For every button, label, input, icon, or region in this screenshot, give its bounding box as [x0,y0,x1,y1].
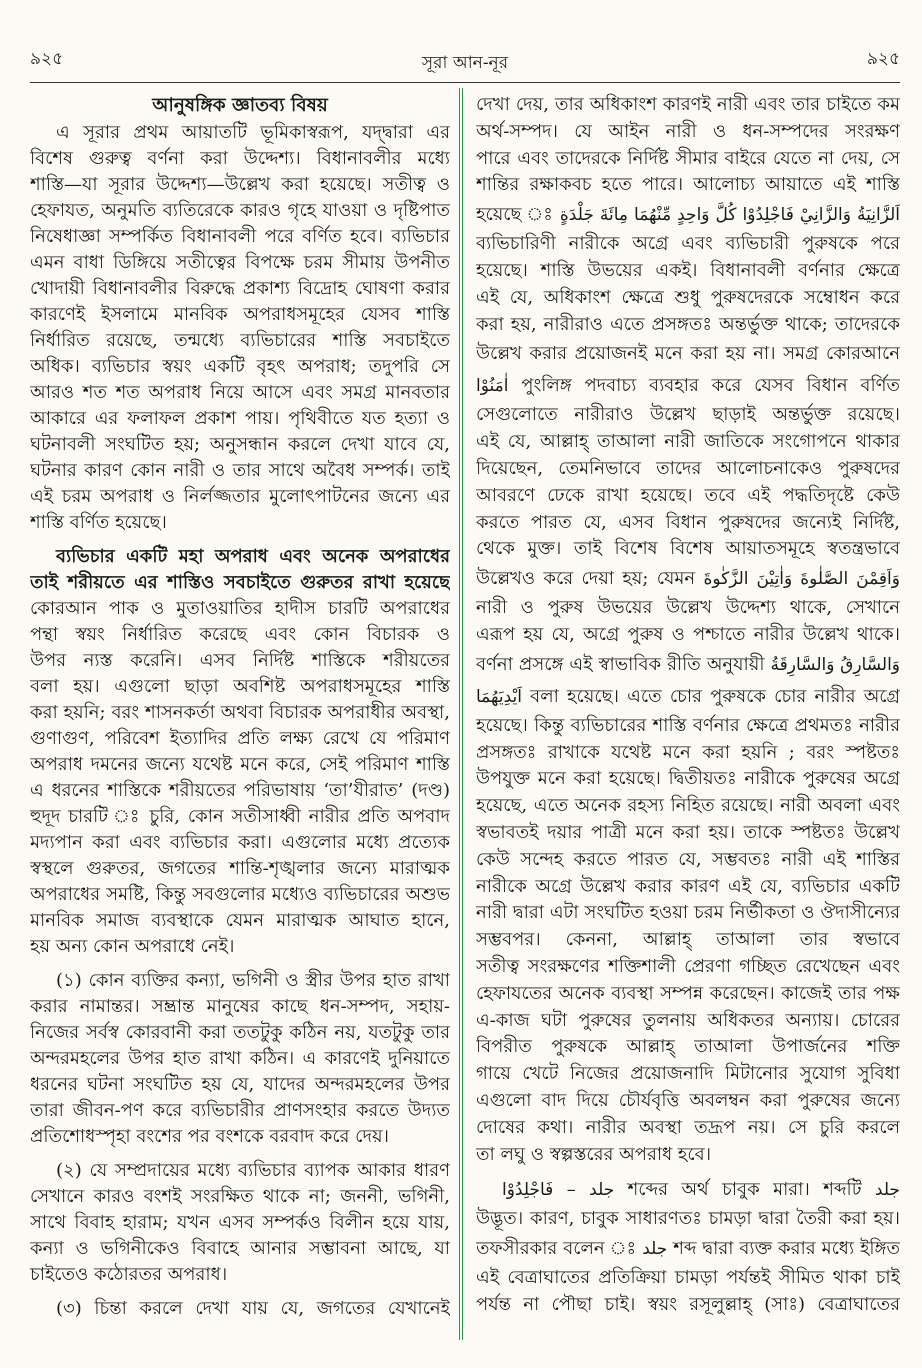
text-line: কারণেই ইসলামে মানবিক অপরাধসমূহের যেসব শাস্তি [30,304,450,325]
text-line: এই চরম অপরাধ ও নির্লজ্জতার মুলোৎপাটনের জন্যে এর [30,486,450,507]
text-segment: উল্লেখও করে দেয়া হয়; যেমন [476,568,704,590]
text-line: প্রসঙ্গতঃ রাখাকে যথেষ্ট মনে করা হয়নি ; বরং স্পষ্টতঃ [476,741,900,763]
text-line: পর্যন্ত না পৌছা চাই। স্বয়ং রসূলুল্লাহ্ (সাঃ) বেত্রাঘাতের [476,1293,900,1315]
left-column [30,92,450,1322]
text-line: স্বভাবতই দয়ার পাত্রী মনে করা হয়। তাকে স্পষ্টতঃ উল্লেখ [476,821,900,843]
page-number-left: ৯২৫ [30,49,64,69]
text-line: নারী দ্বারা এটা সংঘটিত হওয়া চরম নির্ভীকতা ও ঔদাসীন্যের [476,902,900,924]
arabic-text: اَيْدِيَهُمَا [476,686,522,707]
text-line: সাথে বিবাহ হারাম; যখন এসব সম্পর্কও বিলীন হয়ে যায়, [30,1212,450,1233]
running-title: সূরা আন-নূর [421,53,509,73]
text-line: খোদায়ী বিধানাবলীর বিরুদ্ধে প্রকাশ্য বিদ্রোহ ঘোষণা করার [30,278,450,299]
arabic-text: جلد [589,1180,615,1201]
text-line: তা লঘু ও স্বল্পস্তরের অপরাধ হবে। [476,1143,712,1165]
text-line: এ সূরার প্রথম আয়াতটি ভূমিকাস্বরূপ, যদ্দ্বারা এর [56,122,450,143]
text-line: হেফাযতের অনেক ব্যবস্থা সম্পন্ন করেছেন। কাজেই তার পক্ষ [476,982,900,1004]
text-line: উপযুক্ত মনে করা হয়েছে। দ্বিতীয়তঃ নারীকে পুরুষের অগ্রে [476,768,900,790]
text-line: অপরাধের সমষ্টি, কিন্তু সবগুলোর মধ্যেও ব্যভিচারের অশুভ [30,884,450,905]
bold-text: ব্যভিচার একটি মহা অপরাধ এবং অনেক অপরাধের [56,546,450,567]
paragraph [30,120,450,536]
text-line: হয়েছে। শাস্তি উভয়ের একই। বিধানাবলী বর্ণনার ক্ষেত্রে [476,259,900,281]
arabic-text: اٰمَنُوْا [476,376,509,397]
text-line: এমন বাধা ডিঙ্গিয়ে সতীত্বের বিপক্ষে চরম সীমায় উপনীত [30,252,450,273]
text-segment: হয়েছে ঃ [476,204,560,226]
paragraph [476,1174,900,1318]
text-line: বিপরীত পুরুষকে আল্লাহ্ তাআলা উপার্জনের শক্তি [476,1036,900,1058]
text-line: মদ্যপান করা এবং ব্যভিচার করা। এগুলোর মধ্যে প্রত্যেক [30,832,450,853]
text-line: কেউ সন্দেহ করতে পারত যে, সম্ভবতঃ নারী এই শাস্তির [476,848,900,870]
text-line: প্রতিশোধস্পৃহা বংশের পর বংশকে বরবাদ করে দেয়। [30,1126,389,1147]
text-line: বলা হয়। এগুলো ছাড়া অবশিষ্ট অপরাধসমূহের শাস্তি [30,676,450,697]
text-line [476,681,900,713]
text-line: মানবিক সমাজ ব্যবস্থাকে যেমন মারাত্মক আঘাত হানে, [30,910,450,931]
bold-text: তাই শরীয়তে এর শাস্তিও সবচাইতে গুরুতর রাখা হয়েছে [30,572,450,593]
text-segment: উল্লেখ করার প্রয়োজনই মনে করা হয় না। সমগ্র কোরআনে [476,343,900,365]
text-line: পন্থা স্বয়ং নির্ধারিত করেছে এবং কোন বিচারক ও [30,624,450,645]
text-segment: বলা হয়েছে। এতে চোর পুরুষকে চোর নারীর অগ্রে [530,685,900,707]
page-number-right: ৯২৫ [866,49,900,69]
text-line: করা হয়নি; বরং শাসনকর্তা অথবা বিচারক অপরাধীর অবস্থা, [30,702,450,723]
text-line: শাস্তি—যা সূরার উদ্দেশ্য—উল্লেখ করা হয়েছে। সতীত্ব ও [30,174,450,195]
text-line [476,338,900,370]
text-line: অন্দরমহলের উপর হাত রাখা কঠিন। এ কারণেই দুনিয়াতে [30,1048,450,1069]
text-line [476,563,900,595]
arabic-text: فَاجْلِدُوْا [502,1180,554,1201]
text-line [30,544,450,570]
text-line: করার নামান্তর। সম্ভ্রান্ত মানুষের কাছে ধন-সম্পদ, সহায়- [30,996,450,1017]
arabic-text: جلد [874,1180,900,1201]
text-line: হয়েছে। কিন্তু ব্যভিচারের শাস্তি বর্ণনার ক্ষেত্রে প্রথমতঃ নারীর [476,714,900,736]
text-segment: বর্ণনা প্রসঙ্গে এই স্বাভাবিক রীতি অনুযায়ী [476,653,771,675]
text-line [476,199,900,231]
text-segment: পুংলিঙ্গ পদবাচ্য ব্যবহার করে যেসব বিধান বর্ণিত [521,375,900,397]
text-line: (১) কোন ব্যক্তির কন্যা, ভগিনী ও স্ত্রীর উপর হাত রাখা [56,970,450,991]
text-line: উদ্ভূত। কারণ, চাবুক সাধারণতঃ চামড়া দ্বারা তৈরী করা হয়। [476,1208,900,1230]
text-line: গুণাগুণ, পরিবেশ ইত্যাদির প্রতি লক্ষ্য রেখে যে পরিমাণ [30,728,450,749]
text-line: করা হয়, নারীরাও এতে প্রসঙ্গতঃ অন্তর্ভুক্ত থাকে; তাদেরকে [476,313,900,335]
paragraph [30,544,450,960]
header-rule [30,82,900,83]
text-line: শান্তির রক্ষাকবচ হতে পারে। আলোচ্য আয়াতে এই শাস্তি [476,174,900,196]
text-line: এরূপ হয় যে, অগ্রে পুরুষ ও পশ্চাতে নারীর উল্লেখ থাকে। [476,623,900,645]
text-line: এ-কাজ ঘটা পুরুষের তুলনায় অধিকতর অন্যায়। চোরের [476,1009,900,1031]
arabic-text: وَالسَّارِقُ وَالسَّارِقَةُ [770,654,900,675]
text-line: অপরাধ দমনের জন্যে যথেষ্ট মনে করে, সেই পরিমাণ শাস্তি [30,754,450,775]
text-line: হয় অন্য কোন অপরাধে নেই। [30,936,235,957]
text-line [476,649,900,681]
text-line: আবরণে ঢেকে রাখা হয়েছে। তবে এই পদ্ধতিদৃষ্টে কেউ [476,484,900,506]
text-line [476,370,900,402]
text-line: অর্থ-সম্পদ। যে আইন নারী ও ধন-সম্পদের সংরক্ষণ [476,120,900,142]
text-line: কোরআন পাক ও মুতাওয়াতির হাদীস চারটি অপরাধের [30,598,450,619]
arabic-text: وَاَقِمْنَ الصَّلٰوةَ وَاٰتِيْنَ الزَّكٰوةَ [703,569,900,590]
text-line: ব্যভিচারিণী নারীকে অগ্রে এবং ব্যভিচারী পুরুষকে পরে [476,233,900,255]
text-line: ঘটনার কারণ কোন নারী ও তার সাথে অবৈধ সম্পর্ক। তাই [30,460,450,481]
text-line: নিষেধাজ্ঞা সম্পর্কিত বিধানাবলী পরে বর্ণিত হবে। ব্যভিচার [30,226,450,247]
text-line: নির্ধারিত রয়েছে, তন্মধ্যে ব্যভিচারের শাস্তি সবচাইতে [30,330,450,351]
text-line: ঘটনাবলী সংঘটিত হয়; অনুসন্ধান করলে দেখা যাবে যে, [30,434,450,455]
right-column [476,92,900,1319]
text-segment: শব্দ দ্বারা ব্যক্ত করার মধ্যে ইঙ্গিত [673,1238,900,1260]
text-line: এই যে, আল্লাহ্ তাআলা নারী জাতিকে সংগোপনে থাকার [476,431,900,453]
paragraph [476,92,900,1168]
text-line: নারীকে অগ্রে উল্লেখ করার কারণ এই যে, ব্যভিচার একটি [476,875,900,897]
text-line [476,1174,900,1206]
text-line: দোষের কথা। নারীর অবস্থা তদ্রূপ নয়। সে চুরি করলে [476,1116,900,1138]
page-header [30,44,900,76]
text-line: স্বস্থলে গুরুতর, জগতের শান্তি-শৃঙ্খলার জন্যে মারাত্মক [30,858,450,879]
text-line [476,1233,900,1265]
text-line: সেখানে কারও বংশই সংরক্ষিত থাকে না; জননী, ভগিনী, [30,1186,450,1207]
text-line: (২) যে সম্প্রদায়ের মধ্যে ব্যভিচার ব্যাপক আকার ধারণ [56,1160,450,1181]
text-line: এ ধরনের শাস্তিকে শরীয়তের পরিভাষায় ‘তা’যীরাত’ (দণ্ড) [30,780,450,801]
text-line: এই বেত্রাঘাতের প্রতিক্রিয়া চামড়া পর্যন্তই সীমিত থাকা চাই [476,1267,900,1289]
text-line: সেগুলোতে নারীরাও উল্লেখ ছাড়াই অন্তর্ভুক্ত রয়েছে। [476,404,900,426]
text-line: উপর ন্যস্ত করেনি। এসব নির্দিষ্ট শাস্তিকে শরীয়তের [30,650,450,671]
text-line: দেখা দেয়, তার অধিকাংশ কারণই নারী এবং তার চাইতে কম [476,94,900,115]
text-line: অধিক। ব্যভিচার স্বয়ং একটি বৃহৎ অপরাধ; তদুপরি সে [30,356,450,377]
text-segment: শব্দের অর্থ চাবুক মারা। শব্দটি [614,1179,875,1201]
text-line: নিজের সর্বস্ব কোরবানী করা ততটুকু কঠিন নয়, যতটুকু তার [30,1022,450,1043]
paragraph [30,1158,450,1288]
text-line: ধরনের ঘটনা সংঘটিত হয় যে, যাদের অন্দরমহলের উপর [30,1074,450,1095]
text-line: বিশেষ গুরুত্ব বর্ণনা করা উদ্দেশ্য। বিধানাবলীর মধ্যে [30,148,450,169]
text-line: হয়েছে, এতে অনেক রহস্য নিহিত রয়েছে। নারী অবলা এবং [476,795,900,817]
text-segment: – [553,1179,590,1201]
text-line: সম্ভবপর। কেননা, আল্লাহ্ তাআলা তার স্বভাবে [476,929,900,951]
text-line: সতীত্ব সংরক্ষণের শক্তিশালী প্রেরণা গচ্ছিত রেখেছেন এবং [476,955,900,977]
text-line: আরও শত শত অপরাধ নিয়ে আসে এবং সমগ্র মানবতার [30,382,450,403]
text-line: এগুলো বাদ দিয়ে চৌর্যবৃত্তি অবলম্বন করা পুরুষের জন্যে [476,1089,900,1111]
text-line: আকারে এর ফলাফল প্রকাশ পায়। পৃথিবীতে যত হত্যা ও [30,408,450,429]
text-line: হুদূদ চারটি ঃ চুরি, কোন সতীসাধ্বী নারীর প্রতি অপবাদ [30,806,450,827]
text-line: পারে এবং তাদেরকে নির্দিষ্ট সীমার বাইরে যেতে না দেয়, সে [476,147,900,169]
paragraph [30,968,450,1150]
text-line: এই যে, অধিকাংশ ক্ষেত্রে শুধু পুরুষদেরকে সম্বোধন করে [476,286,900,308]
text-line: দিয়েছেন, তেমনিভাবে তাদের আলোচনাকেও পুরুষদের [476,457,900,479]
text-line: কন্যা ও ভগিনীকেও বিবাহে আনার সম্ভাবনা আছে, যা [30,1238,450,1259]
text-line: করতে পারত যে, এসব বিধান পুরুষদের জন্যেই নির্দিষ্ট, [476,511,900,533]
paragraph [30,1296,450,1322]
column-divider [459,88,463,1340]
text-line: নারী ও পুরুষ উভয়ের উল্লেখ উদ্দেশ্য থাকে, সেখানে [476,597,900,619]
text-segment: তফসীরকার বলেন ঃ [476,1238,643,1260]
text-line: থেকে মুক্ত। তাই বিশেষ বিশেষ আয়াতসমূহে স্বতন্ত্রভাবে [476,538,900,560]
text-line: চাইতেও কঠোরতর অপরাধ। [30,1264,228,1285]
text-line: শাস্তি বর্ণিত হয়েছে। [30,512,167,533]
arabic-text: جلد [642,1239,668,1260]
text-line: হেফাযত, অনুমতি ব্যতিরেকে কারও গৃহে যাওয়া ও দৃষ্টিপাত [30,200,450,221]
text-line: গায়ে খেটে নিজের প্রয়োজনাদি মিটানোর সুযোগ সুবিধা [476,1063,900,1085]
text-line [30,570,450,596]
text-line: (৩) চিন্তা করলে দেখা যায় যে, জগতের যেখানেই [56,1298,450,1319]
arabic-text: اَلزَّانِيَةُ وَالزَّانِيْ فَاجْلِدُوْا كُلَّ وَاحِدٍ مِّنْهُمَا مِائَةَ جَلْدَةٍ [559,205,900,226]
text-line: তারা জীবন-পণ করে ব্যভিচারীর প্রাণসংহার করতে উদ্যত [30,1100,450,1121]
section-heading: আনুষঙ্গিক জ্ঞাতব্য বিষয় [152,95,328,116]
